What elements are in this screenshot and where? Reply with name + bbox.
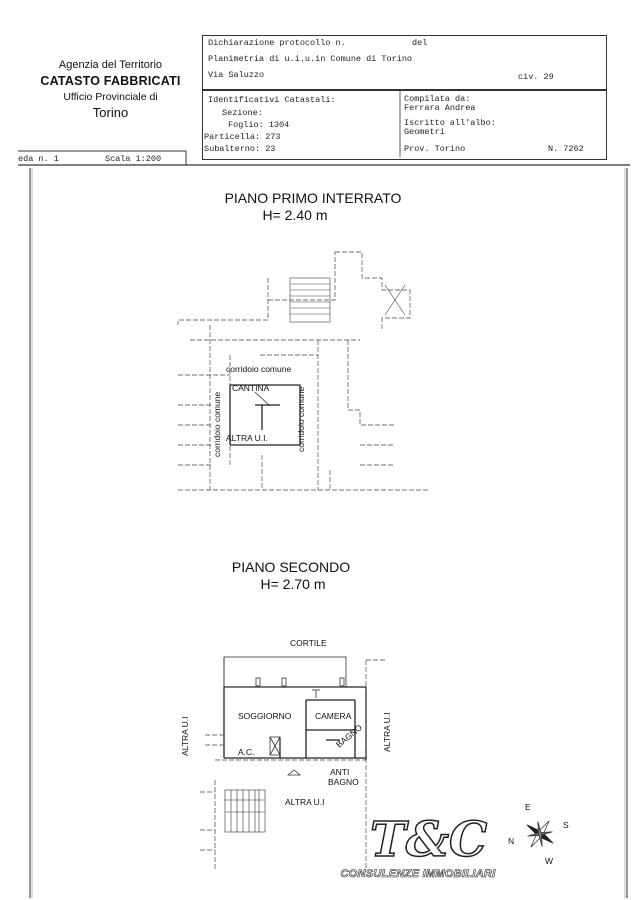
compass-south: S <box>563 820 569 830</box>
plan2-altra-right: ALTRA U.I <box>382 712 392 752</box>
plan2-altra-bottom: ALTRA U.I <box>285 797 325 807</box>
compass-west: W <box>545 856 554 866</box>
agency-logo <box>318 812 528 887</box>
iscritto-value: Geometri <box>404 127 445 137</box>
plan2-anti-bagno: BAGNO <box>328 777 359 787</box>
planimetria-text: Planimetria di u.i.u.in Comune di Torino <box>208 54 413 64</box>
protocol-label: Dichiarazione protocollo n. <box>208 38 346 48</box>
city-label: Torino <box>92 105 129 120</box>
del-label: del <box>412 38 428 48</box>
plan2-altra-left: ALTRA U.I <box>180 716 190 756</box>
civic-number: civ. 29 <box>518 72 554 82</box>
catasto-title: CATASTO FABBRICATI <box>40 74 181 88</box>
plan1-corridoio-right: corridoio comune <box>296 386 306 452</box>
compass-north: N <box>508 836 515 846</box>
plan2-bagno: BAGNO <box>334 722 364 750</box>
logo-mark: T&C <box>370 812 488 868</box>
ufficio-label: Ufficio Provinciale di <box>63 91 158 103</box>
plan2-anti: ANTI <box>330 767 350 777</box>
scheda-label: eda n. 1 <box>18 154 59 164</box>
plan1-cantina: CANTINA <box>232 383 270 393</box>
sezione-label: Sezione: <box>222 108 263 118</box>
plan1-corridoio-left: corridoio comune <box>212 391 222 457</box>
agency-name: Agenzia del Territorio <box>58 59 163 71</box>
province-label: Prov. Torino <box>404 144 466 154</box>
compilata-name: Ferrara Andrea <box>404 103 476 113</box>
compilata-label: Compilata da: <box>404 94 471 104</box>
subalterno-value: Subalterno: 23 <box>204 144 276 154</box>
street-text: Via Saluzzo <box>208 70 265 80</box>
document-number: N. 7262 <box>548 144 584 154</box>
scale-label: Scala 1:200 <box>105 154 162 164</box>
plan1-title: PIANO PRIMO INTERRATO <box>224 190 402 206</box>
plan2-ac: A.C. <box>238 747 255 757</box>
foglio-value: Foglio: 1304 <box>228 120 290 130</box>
particella-value: Particella: 273 <box>204 132 281 142</box>
plan1-height: H= 2.40 m <box>262 207 328 223</box>
compass-east: E <box>525 802 531 812</box>
ident-title: Identificativi Catastali: <box>208 95 336 105</box>
iscritto-label: Iscritto all'albo: <box>404 118 496 128</box>
logo-tagline: CONSULENZE IMMOBILIARI <box>340 868 496 880</box>
plan2-height: H= 2.70 m <box>260 576 326 592</box>
plan2-cortile: CORTILE <box>290 638 327 648</box>
plan1-altra: ALTRA U.I. <box>226 433 268 443</box>
plan2-camera: CAMERA <box>315 711 352 721</box>
plan1-corridoio-top: corridoio comune <box>226 364 292 374</box>
plan2-title: PIANO SECONDO <box>231 559 351 575</box>
plan2-soggiorno: SOGGIORNO <box>238 711 292 721</box>
